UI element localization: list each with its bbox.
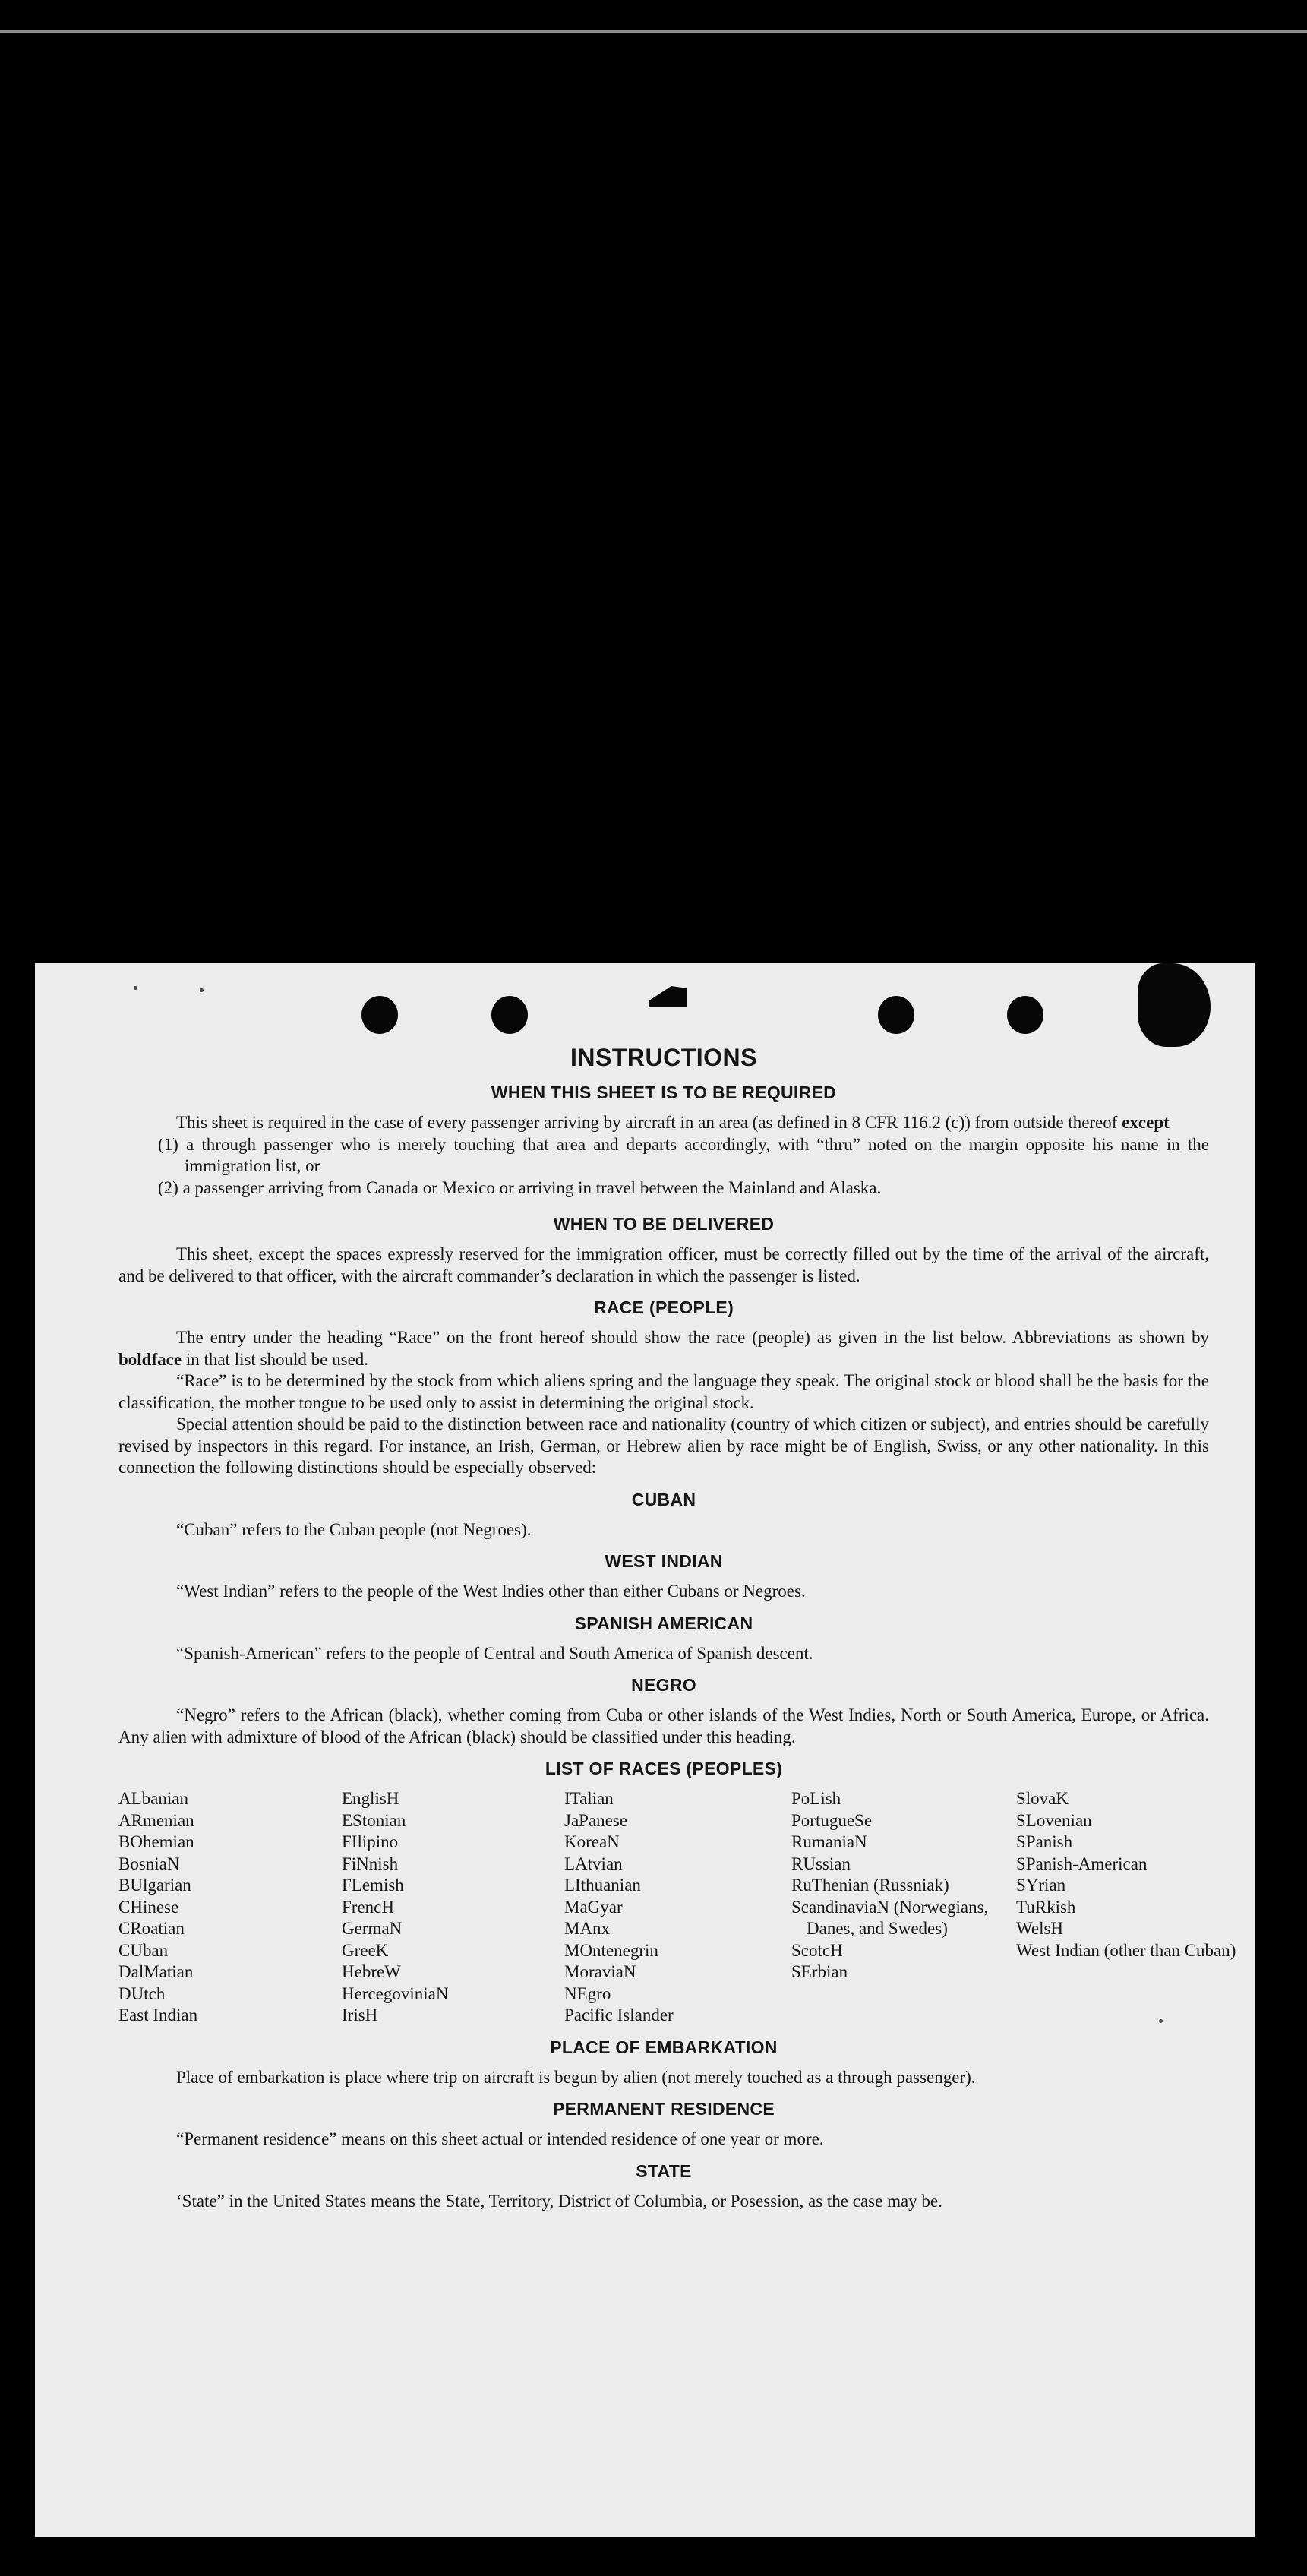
section-heading-races-list: LIST OF RACES (PEOPLES): [545, 1759, 783, 1778]
instruction-sheet: [35, 963, 1255, 2537]
race-item: RUssian: [791, 1854, 851, 1873]
race-item: RuThenian (Russniak): [791, 1876, 949, 1895]
race-item: TuRkish: [1016, 1897, 1076, 1917]
race-item: IrisH: [342, 2005, 378, 2024]
race-item: BOhemian: [118, 1832, 194, 1851]
race-item: SErbian: [791, 1962, 848, 1981]
race-item: JaPanese: [564, 1810, 628, 1830]
race-item: HebreW: [342, 1962, 401, 1981]
speck: [1159, 2019, 1163, 2023]
race-item: PoLish: [791, 1789, 841, 1808]
races-column: [791, 1788, 1016, 2027]
punch-hole: [361, 996, 398, 1034]
race-item: FiNnish: [342, 1854, 399, 1873]
section-heading-spanish-american: SPANISH AMERICAN: [574, 1613, 753, 1633]
section-heading-state: STATE: [636, 2160, 692, 2181]
state-text: ‘State” in the United States means the State, Territory, District of Columbia, or Posession, as the case may be.: [176, 2191, 942, 2211]
race-item: SPanish: [1016, 1832, 1073, 1851]
race-item: BUlgarian: [118, 1876, 191, 1895]
section-heading-required: WHEN THIS SHEET IS TO BE REQUIRED: [491, 1083, 837, 1102]
race-item: FLemish: [342, 1876, 404, 1895]
race-item: CUban: [118, 1940, 169, 1960]
delivered-text: This sheet, except the spaces expressly reserved for the immigration officer, must be correctly filled out by the time of the arrival of the aircraft, and be delivered to that officer, with the aircraft commander’s declaration in which the passenger is listed.: [118, 1244, 1209, 1285]
race-paragraph-2: “Race” is to be determined by the stock from which aliens spring and the language they speak. The original stock or blood shall be the basis for the classification, the mother tongue to be used only to assist in determining the original stock.: [118, 1371, 1209, 1412]
race-item: MOntenegrin: [564, 1940, 658, 1960]
race-item: WelsH: [1016, 1919, 1064, 1938]
race-item: EStonian: [342, 1810, 406, 1830]
race-item: FrencH: [342, 1897, 394, 1917]
race-item: DalMatian: [118, 1962, 194, 1981]
punch-hole: [878, 996, 914, 1034]
race-item: SPanish-American: [1016, 1854, 1148, 1873]
races-column: [118, 1788, 342, 2027]
race-item: Pacific Islander: [564, 2005, 674, 2024]
race-item: CRoatian: [118, 1919, 185, 1938]
race-item: LAtvian: [564, 1854, 623, 1873]
race-item: ARmenian: [118, 1810, 194, 1830]
race-item: EnglisH: [342, 1789, 399, 1808]
top-border-line: [0, 30, 1307, 33]
race-item: FIlipino: [342, 1832, 399, 1851]
speck: [134, 986, 137, 990]
races-column: [1016, 1788, 1244, 2027]
race-paragraph-3: Special attention should be paid to the distinction between race and nationality (country of which citizen or subject), and entries should be carefully revised by inspectors in this regard. For instance, an Irish, German, or Hebrew alien by race might be of English, Swiss, or any other nationality. In this connection the following distinctions should be especially observed:: [118, 1414, 1209, 1477]
race-item: SYrian: [1016, 1876, 1066, 1895]
race-item: West Indian (other than Cuban): [1016, 1940, 1236, 1960]
section-heading-embarkation: PLACE OF EMBARKATION: [550, 2037, 778, 2057]
paper-tear: [649, 986, 687, 1007]
race-item: BosniaN: [118, 1854, 180, 1873]
race-item: CHinese: [118, 1897, 179, 1917]
ink-blot: [1138, 963, 1211, 1047]
punch-hole: [1007, 996, 1043, 1034]
embarkation-text: Place of embarkation is place where trip on aircraft is begun by alien (not merely touched as a through passenger).: [176, 2067, 976, 2087]
race-item: LIthuanian: [564, 1876, 641, 1895]
section-heading-delivered: WHEN TO BE DELIVERED: [553, 1214, 775, 1234]
race-paragraph-1: The entry under the heading “Race” on the front hereof should show the race (people) as given in the list below. Abbreviations as shown by boldface in that list should be used.: [118, 1328, 1209, 1369]
race-item: KoreaN: [564, 1832, 620, 1851]
race-item: DUtch: [118, 1983, 166, 2003]
required-item-1: (1) a through passenger who is merely touching that area and departs accordingly, with “thru” noted on the margin opposite his name in the immigration list, or: [158, 1134, 1209, 1175]
spanish-american-text: “Spanish-American” refers to the people of Central and South America of Spanish descent.: [176, 1643, 813, 1663]
race-item: GermaN: [342, 1919, 403, 1938]
races-column: [564, 1788, 791, 2027]
race-item: MAnx: [564, 1919, 611, 1938]
race-item: PortugueSe: [791, 1810, 873, 1830]
section-heading-residence: PERMANENT RESIDENCE: [553, 2099, 775, 2119]
race-item: SlovaK: [1016, 1789, 1069, 1808]
section-heading-race: RACE (PEOPLE): [593, 1297, 734, 1317]
race-item: East Indian: [118, 2005, 198, 2024]
required-item-2: (2) a passenger arriving from Canada or Mexico or arriving in travel between the Mainland and Alaska.: [158, 1177, 882, 1197]
race-item: RumaniaN: [791, 1832, 867, 1851]
race-item: ALbanian: [118, 1789, 188, 1808]
negro-text: “Negro” refers to the African (black), whether coming from Cuba or other islands of the West Indies, North or South America, Europe, or Africa. Any alien with admixture of blood of the African (black) should be classified under this heading.: [118, 1705, 1209, 1746]
race-item: ScandinaviaN (Norwegians, Danes, and Swedes): [791, 1897, 989, 1938]
race-item: GreeK: [342, 1940, 389, 1960]
section-heading-cuban: CUBAN: [631, 1489, 696, 1509]
section-heading-west-indian: WEST INDIAN: [605, 1551, 723, 1571]
race-item: ScotcH: [791, 1940, 843, 1960]
race-item: NEgro: [564, 1983, 611, 2003]
page-title: INSTRUCTIONS: [570, 1044, 757, 1071]
race-item: HercegoviniaN: [342, 1983, 449, 2003]
races-list: [118, 1788, 1236, 2027]
speck: [200, 988, 204, 992]
section-heading-negro: NEGRO: [631, 1675, 696, 1695]
race-item: SLovenian: [1016, 1810, 1092, 1830]
races-column: [342, 1788, 564, 2027]
race-item: ITalian: [564, 1789, 614, 1808]
west-indian-text: “West Indian” refers to the people of the West Indies other than either Cubans or Negroes.: [176, 1582, 806, 1601]
required-intro: This sheet is required in the case of every passenger arriving by aircraft in an area (as defined in 8 CFR 116.2 (c)) from outside thereof except: [176, 1113, 1170, 1132]
race-item: MoraviaN: [564, 1962, 636, 1981]
race-item: MaGyar: [564, 1897, 623, 1917]
residence-text: “Permanent residence” means on this sheet actual or intended residence of one year or more.: [176, 2129, 824, 2148]
cuban-text: “Cuban” refers to the Cuban people (not Negroes).: [176, 1519, 532, 1539]
punch-hole: [491, 996, 528, 1034]
